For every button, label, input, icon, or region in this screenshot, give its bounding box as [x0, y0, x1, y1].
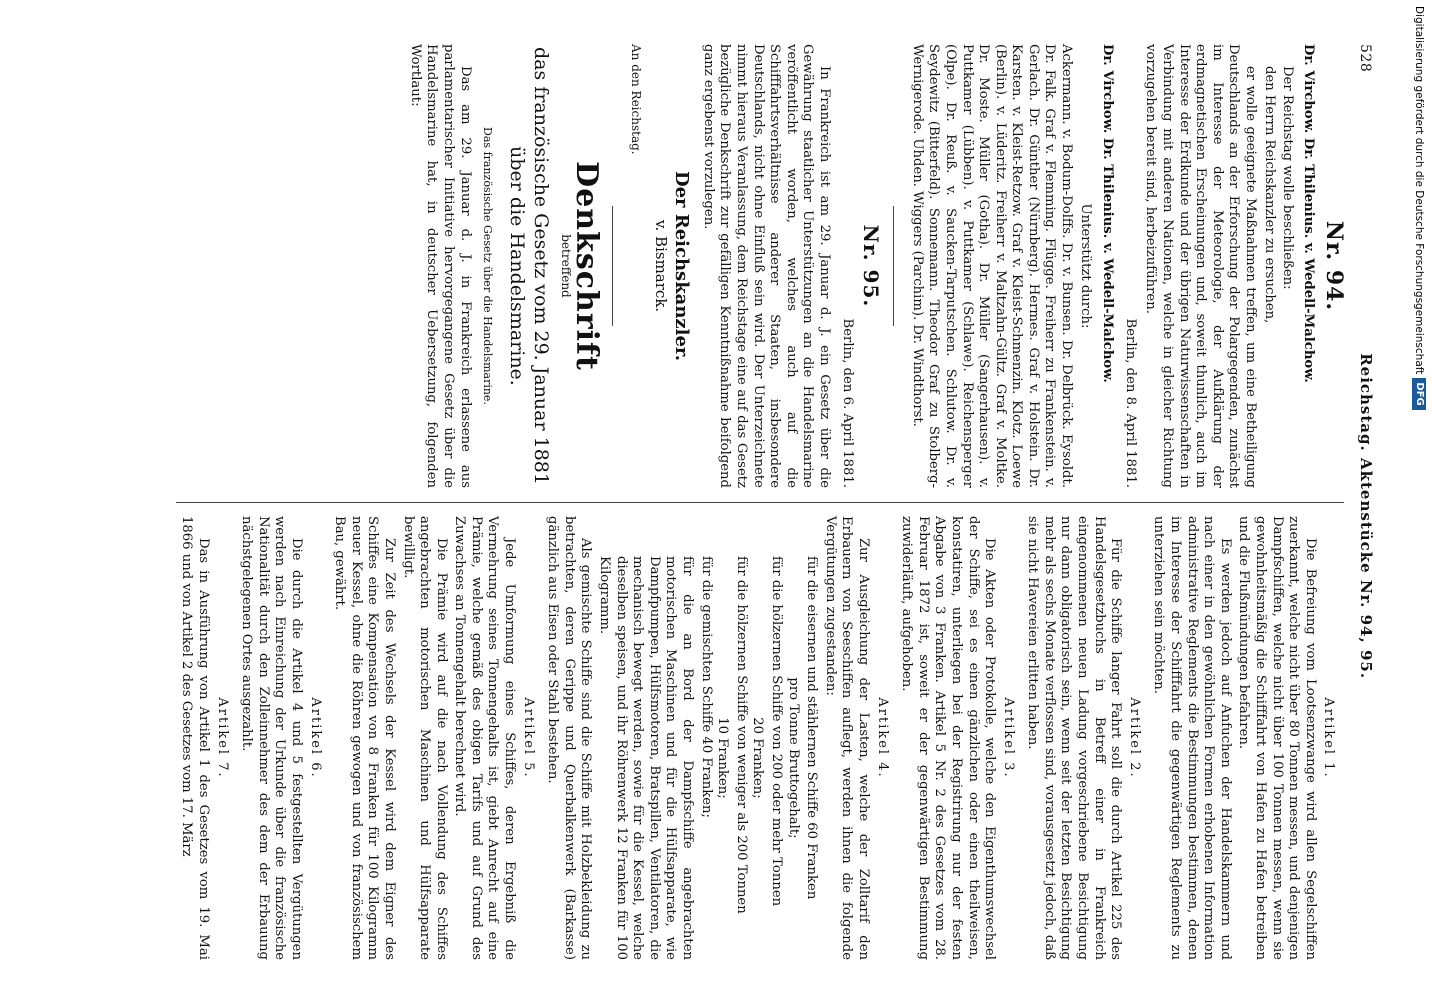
doc-number-95: Nr. 95. [859, 224, 884, 308]
tariff-list [595, 516, 819, 960]
article-5-text-2: Die Prämie wird auf die nach Vollendung des Schiffes angebrachten motorischen Maschinen und Hülfsapparate bewilligt. [400, 516, 449, 960]
digitization-credit [1408, 6, 1430, 996]
date-94: Berlin, den 8. April 1881. [1122, 318, 1138, 488]
article-2-text: Für die Schiffe langer Fahrt soll die durch Artikel 225 des Handelsgesetzbuchs in Betreff einer in Frankreich eingenommenen neuen Ladung vorgeschriebene Besichtigung nur dann obligatorisch sein, wenn seit der letzten Besichtigung mehr als sechs Monate verflossen sind, vorausgesetzt jedoch, daß sie nicht Havereien erlitten haben. [1025, 516, 1124, 960]
page-title: Reichstag. Aktenstücke Nr. 94, 95. [1357, 353, 1375, 680]
memorandum-intro: Das am 29. Januar d. J. in Frankreich erlassene aus parlamentarischer Initiative hervorgegangene Gesetz über die Handelsmarine hat, in deutscher Uebersetzung, folgenden Wortlaut: [407, 44, 473, 488]
letter-body: In Frankreich ist am 29. Januar d. J. ein Gesetz über die Gewährung staatlicher Unterstützungen an die Handelsmarine veröffentlicht worden, welches auch auf die Schifffahrtsverhältnisse anderer Staaten, insbesondere Deutschlands, nicht ohne Einfluß sein wird. Der Unterzeichnete nimmt hieraus Veranlassung, dem Reichstage eine auf das Gesetz bezügliche Denkschrift zur gefälligen Kenntnißnahme beifolgend ganz ergebenst vorzulegen. [700, 44, 832, 488]
article-1-text: Die Befreiung vom Lootsenzwange wird allen Segelschiffen zuerkannt, welche nicht über 80 Tonnen messen, und denjenigen Dampfschiffen, welche nicht über 100 Tonnen messen, wenn sie gewohnheitsmäßig die Schifffahrt von Hafen zu Hafen betreiben und die Flußmündungen befahren. [1236, 516, 1318, 960]
column-divider [176, 502, 1345, 503]
article-3-text: Die Akten oder Protokolle, welche den Eigenthumswechsel der Schiffe, sei es einen gänzlichen oder einen theilweisen, konstatiren, unterliegen bei der Registrirung nur der festen Abgabe von 3 Franken. Artikel 5 Nr. 2 des Gesetzes vom 28. Februar 1872 ist, soweit er der gegenwärtigen Bestimmung zuwiderläuft, aufgehoben. [899, 516, 998, 960]
memorandum-note: Das französische Gesetz über die Handelsmarine. [481, 127, 495, 405]
article-4-heading: Artikel 4. [874, 697, 890, 779]
memorandum-subject: das französische Gesetz vom 29. Januar 1881 über die Handelsmarine. [506, 47, 553, 485]
article-3-heading: Artikel 3. [1000, 697, 1016, 779]
motion-intro: Der Reichstag wolle beschließen: [1280, 66, 1296, 290]
article-6-heading: Artikel 6. [307, 697, 323, 779]
section-divider-2 [612, 206, 613, 326]
article-7-text: Das in Ausführung von Artikel 1 des Gesetzes vom 19. Mai 1866 und von Artikel 2 des Gesetzes vom 17. März [179, 516, 211, 960]
section-divider [893, 206, 894, 326]
date-95: Berlin, den 6. April 1881. [839, 318, 855, 488]
article-2-heading: Artikel 2. [1126, 697, 1142, 779]
doc-number-94: Nr. 94. [1321, 220, 1348, 312]
article-7-heading: Artikel 7. [214, 697, 230, 779]
addressee: An den Reichstag. [629, 44, 644, 155]
tariff-mixed: für die gemischten Schiffe 40 Franken; [698, 556, 714, 818]
tariff-wood-small: für die hölzernen Schiffe von weniger als 200 Tonnen [733, 556, 749, 914]
chancellor-signature: v. Bismarck. [651, 219, 670, 313]
two-column-body [176, 44, 1348, 960]
article-5-text-3: Zur Zeit des Wechsels der Kessel wird dem Eigner des Schiffes eine Kompensation von 8 Franken für 100 Kilogramm neuer Kessel, ohne die Röhren gewogen und von französischem Bau, gewährt. [332, 516, 397, 960]
motion-request: den Herrn Reichskanzler zu ersuchen, [1261, 66, 1277, 324]
tariff-iron-steel: für die eisernen und stählernen Schiffe 60 Franken [804, 556, 820, 900]
article-1-text-2: Es werden jedoch auf Anfuchen der Handelskammern und nach einer in den gewöhnlichen Formen erhobenen Information administrative Reglements die Bestimmungen bestimmen, denen im Interesse der Schifffahrt die gegenwärtigen Reglements zu unterziehen sein möchten. [1151, 516, 1233, 960]
tariff-wood-small-amount: 10 Franken; [715, 717, 731, 799]
chancellor-title: Der Reichskanzler. [671, 170, 693, 362]
memorandum-title: Denkschrift [569, 161, 605, 371]
right-column [176, 516, 1345, 960]
supporters-list: Ackermann. v. Bodum-Dolffs. Dr. v. Bunsen. Dr. Delbrück. Eysoldt. Dr. Falk. Graf v. Flemming. Flügge. Freiherr zu Frankenstein. v. Gerlach. Dr. Günther (Nürnberg). Hermes. Graf v. Holstein. Dr. Karsten. v. Kleist-Retzow. Graf v. Kleist-Schmenzin. Klotz. Loewe (Berlin). v. Lüderitz. Freiherr v. Maltzahn-Gültz. Graf v. Moltke. Dr. Moste. Müller (Gotha). Dr. Müller (Sangerhausen). v. Puttkamer (Lübben). v. Puttkamer (Schlawe). Reichensperger (Olpe). Dr. Reuß. v. Saucken-Tarputschen. Schlutow. Dr. v. Seydewitz (Bitterfeld). Sonnemann. Theodor Graf zu Stolberg-Wernigerode. Uhden. Wiggers (Parchim). Dr. Windthorst. [909, 44, 1075, 488]
article-4-text: Zur Ausgleichung der Lasten, welche der Zolltarif den Erbauern von Seeschiffen auflegt, werden ihnen die folgende Vergütungen zugestanden: [822, 516, 871, 960]
memorandum-concerning: betreffend [558, 234, 573, 298]
page-number: 528 [1357, 44, 1373, 73]
article-5-heading: Artikel 5. [520, 697, 536, 779]
running-head [1356, 44, 1374, 960]
tariff-wood-large-amount: 20 Franken; [750, 717, 766, 799]
tariff-machines: für die an Bord der Dampfschiffe angebrachten motorischen Maschinen und für die Hülfsapparate, wie Dampfpumpen, Hülfsmotoren, Bratspillen, Ventilatoren, die mechanisch bewegt werden, sowie für die Kessel, welche dieselben speisen, und ihr Röhrenwerk 12 Franken für 100 Kilogramm. [597, 556, 696, 960]
left-column [176, 44, 1348, 488]
article-6-text: Die durch die Artikel 4 und 5 festgestellten Vergütungen werden nach Einreichung der Urkunde über die französische Nationalität durch den Zolleinnehmer des dem der Erbauung nächstgelegenen Ortes ausgezahlt. [239, 516, 304, 960]
article-5-text: Jede Umformung eines Schiffes, deren Ergebniß die Vermehrung seines Tonnengehalts ist, giebt Anrecht auf eine Prämie, welche gemäß des obigen Tarifs und auf Grund des Zuwachses an Tonnengehalt berechnet wird. [452, 516, 518, 960]
dfg-logo: DFG [1412, 378, 1426, 409]
tariff-wood-large: für die hölzernen Schiffe von 200 oder mehr Tonnen [769, 556, 784, 907]
article-1-heading: Artikel 1. [1321, 697, 1337, 779]
supported-heading: Unterstützt durch: [1077, 203, 1093, 329]
digitization-credit-text: Digitalisierung gefördert durch die Deutsche Forschungsgemeinschaft [1413, 6, 1425, 375]
motion-body: er wolle geeignete Maßnahmen treffen, um eine Betheiligung Deutschlands an der Erforschung der Polargegenden, zunächst im Interesse der Meteorologie, der Aufklärung der erdmagnetischen Erscheinungen und, soweit thunlich, auch im Interesse der Erdkunde und der übrigen Naturwissenschaften in Verbindung mit anderen Nationen, welche in gleicher Richtung vorzugehen bereit sind, herbeizuführen. [1143, 44, 1259, 488]
signers-top: Dr. Virchow. Dr. Thilenius. v. Wedell-Malchow. [1300, 44, 1316, 383]
signers-bottom: Dr. Virchow. Dr. Thilenius. v. Wedell-Malchow. [1100, 44, 1116, 383]
article-4-text-2: Als gemischte Schiffe sind die Schiffe mit Holzbekleidung zu betrachten, deren Gerippe und Querbalkenwerk (Barkasse) gänzlich aus Eisen oder Stahl bestehen. [545, 516, 594, 960]
tariff-iron-steel-unit: pro Tonne Bruttogehalt; [785, 677, 801, 839]
